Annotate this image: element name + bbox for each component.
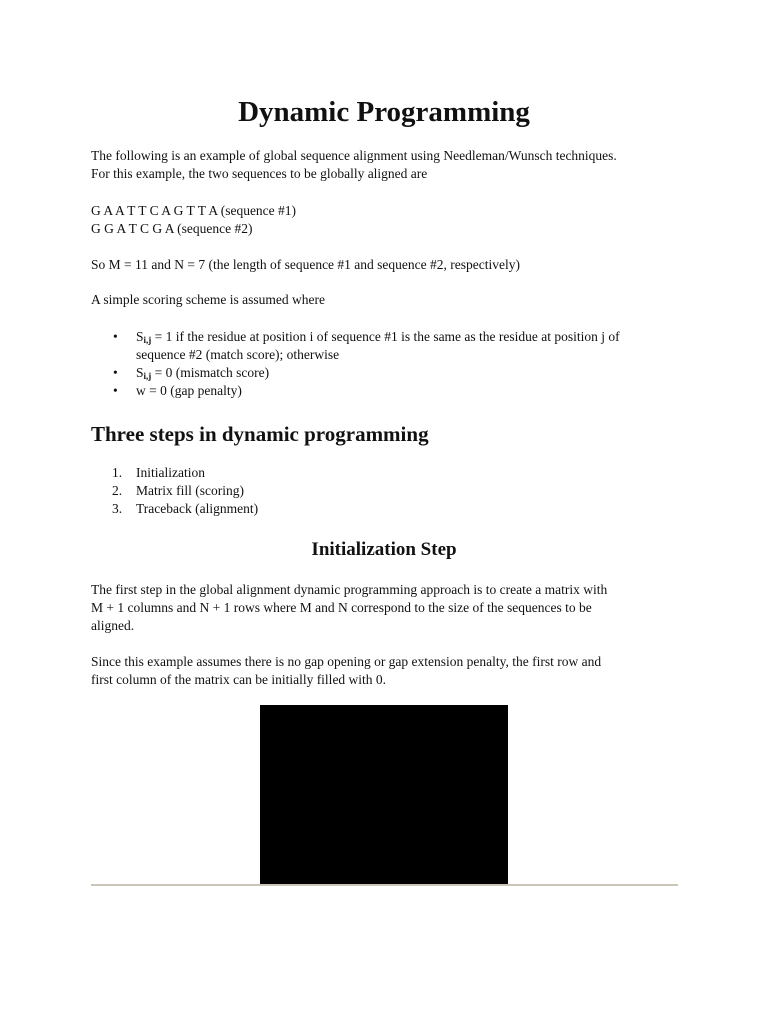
step-number: 2. [112,483,123,498]
intro-line-2: For this example, the two sequences to be globally aligned are [91,166,428,181]
lengths-paragraph: So M = 11 and N = 7 (the length of sequence #1 and sequence #2, respectively) [91,257,520,272]
score-subscript: i,j [143,335,152,345]
mismatch-rule: = 0 (mismatch score) [151,365,270,380]
init-line-1: The first step in the global alignment dynamic programming approach is to create a matrix with [91,582,608,597]
steps-list [91,464,691,518]
bullet-icon: • [113,365,118,380]
init-line-3: aligned. [91,618,135,633]
step-label: Traceback (alignment) [136,501,259,516]
scoring-intro: A simple scoring scheme is assumed where [91,292,325,307]
list-item [91,364,691,382]
initialization-paragraph-1 [91,581,691,635]
step-number: 3. [112,501,123,516]
match-rule-line-1: = 1 if the residue at position i of sequence #1 is the same as the residue at position j of [151,329,620,344]
initialization-paragraph-2 [91,653,691,689]
list-item [91,482,691,500]
match-rule-line-2: sequence #2 (match score); otherwise [136,347,340,362]
list-item [91,464,691,482]
sequence-1: G A A T T C A G T T A (sequence #1) [91,203,297,218]
intro-line-1: The following is an example of global sequence alignment using Needleman/Wunsch techniques. [91,148,617,163]
initialization-heading: Initialization Step [311,539,457,560]
page-title: Dynamic Programming [238,96,530,128]
intro-paragraph [91,147,691,183]
score-symbol: S [136,365,144,380]
page-divider [91,884,678,886]
bullet-icon: • [113,329,118,344]
step-number: 1. [112,465,123,480]
init2-line-1: Since this example assumes there is no gap opening or gap extension penalty, the first row and [91,654,602,669]
score-symbol: S [136,329,144,344]
matrix-figure-image [260,705,508,886]
score-subscript: i,j [143,371,152,381]
scoring-list [91,328,691,400]
list-item [91,328,691,364]
step-label: Matrix fill (scoring) [136,483,244,498]
list-item [91,382,691,400]
sequence-2: G G A T C G A (sequence #2) [91,221,253,236]
init-line-2: M + 1 columns and N + 1 rows where M and N correspond to the size of the sequences to be [91,600,592,615]
init2-line-2: first column of the matrix can be initially filled with 0. [91,672,387,687]
list-item [91,500,691,518]
step-label: Initialization [136,465,205,480]
bullet-icon: • [113,383,118,398]
gap-rule: w = 0 (gap penalty) [136,383,242,398]
sequences-block [91,202,691,238]
steps-heading: Three steps in dynamic programming [91,422,429,446]
